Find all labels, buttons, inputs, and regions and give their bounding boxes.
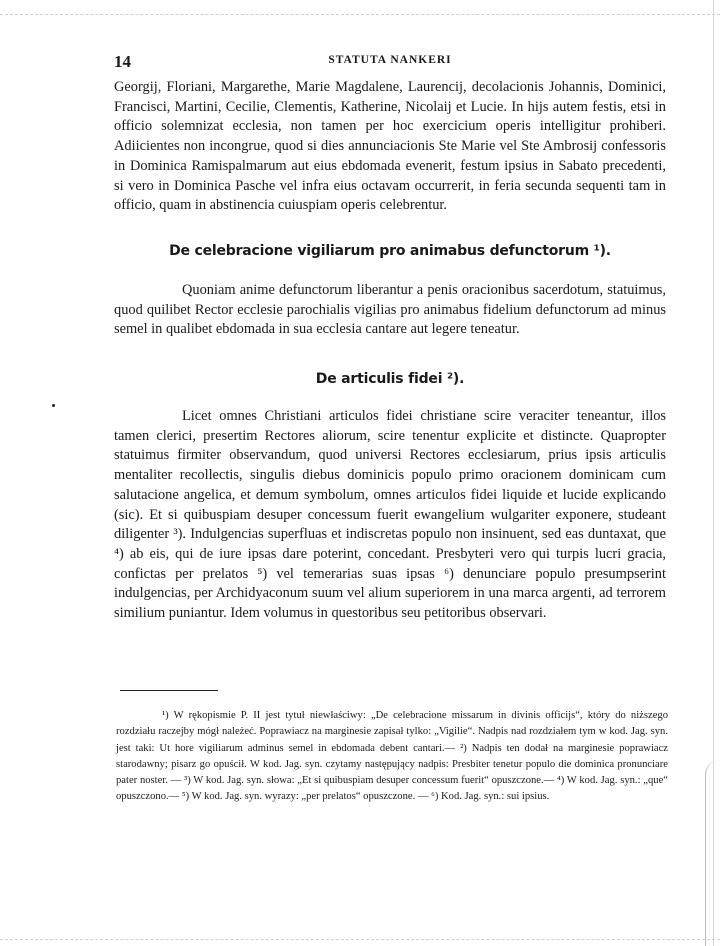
footnote-text: ¹) W rękopismie P. II jest tytuł niewłaściwy: „De celebracione missarum in divinis officijs“, który do niższego rozdziału raczejby mógł należeć. Poprawiacz na marginesie zapisał tylko: „Vigilie“. Nadpis nad rozdziałem tym w kod. Jag. syn. jest taki: Ut hore vigiliarum adminus semel in ebdomada debent cantari.— ²) Nadpis ten dodał na marginesie poprawiacz starodawny; pisarz go opuścił. W kod. Jag. syn. czytamy następujący nadpis: Presbiter tenetur populo die dominica pronunciare pater noster. — ³) W kod. Jag. syn. słowa: „Et si quibuspiam desuper concessum fuerit“ opuszczone.— ⁴) W kod. Jag. syn.: „que“ opuszczono.— ⁵) W kod. Jag. syn. wyrazy: „per prelatos“ opuszczone. — ⁶) Kod. Jag. syn.: sui ipsius. (116, 710, 668, 803)
paragraph-feast-days: Georgij, Floriani, Margarethe, Marie Magdalene, Laurencij, decolacionis Johannis, Dominici, Francisci, Martini, Cecilie, Clementis, Katherine, Nicolaij et Lucie. In hijs autem festis, etsi in officio solemnizat ecclesia, non tamen per hoc exercicium operis intelligitur prohiberi. Adiicientes non incongrue, quod si dies annunciacionis Ste Marie vel Ste Ambrosij confessoris in Dominica Ramispalmarum aut eius ebdomada evenerit, festum ipsius in Sabato precedenti, si vero in Dominica Pasche vel infra eius octavam occurrerit, in feria secunda sequenti tam in officio, quam in abstinencia cuiuspiam operis celebrentur. (114, 79, 666, 214)
margin-mark (52, 404, 55, 407)
running-head (114, 52, 666, 72)
paragraph-articles-of-faith: Licet omnes Christiani articulos fidei christiane scire veraciter teneantur, illos tamen clerici, presertim Rectores aliorum, scire tenentur explicite et distincte. Quapropter statuimus firmiter observandum, quod universi Rectores ecclesiarum, prius ipsis articulis mentaliter recollectis, singulis diebus dominicis populo primo oracionem dominicam cum salutacione angelica, et demum symbolum, omnes articulos fidei liquide et lucide explicando (sic). Et si quibuspiam desuper concessum fuerit ewangelium wulgariter exponere, studeant diligenter ³). Indulgencias superfluas et indiscretas populo non insinuent, sed eas duntaxat, que ⁴) ab eis, qui de iure ipsas dare poterint, concedant. Presbyteri vero qui turpis lucri gracia, confictas per prelatos ⁵) vel temerarias suas ipsas ⁶) denunciare populo presumpserint indulgencias, per Archidyaconum suum vel alium superiorem in una marca argenti, ad terrorem similium puniantur. Idem volumus in questoribus seu petitoribus observari. (114, 408, 666, 622)
paragraph-vigils: Quoniam anime defunctorum liberantur a penis oracionibus sacerdotum, statuimus, quod quilibet Rector ecclesie parochialis vigilias pro animabus fidelium defunctorum ad minus semel in qualibet ebdomada in sua ecclesia cantare aut legere teneatur. (114, 281, 666, 338)
heading-vigils: De celebracione vigiliarum pro animabus defunctorum ¹). (169, 242, 611, 259)
scan-edge-top (0, 14, 720, 15)
main-text (114, 78, 666, 624)
scan-edge-bottom (0, 939, 720, 940)
footnote-separator (120, 690, 218, 691)
footnotes (116, 708, 668, 806)
running-title: STATUTA NANKERI (328, 54, 452, 66)
page-curl (705, 760, 720, 946)
page-number: 14 (114, 52, 131, 71)
heading-articles-of-faith: De articulis fidei ²). (315, 371, 465, 388)
